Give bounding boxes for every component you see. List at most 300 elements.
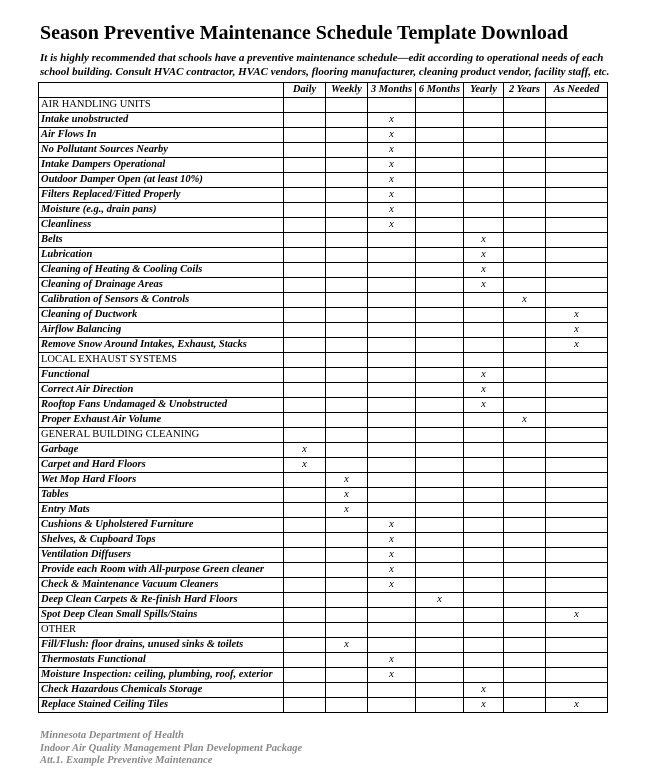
frequency-cell bbox=[504, 218, 546, 233]
frequency-cell bbox=[284, 473, 326, 488]
frequency-mark: x bbox=[326, 638, 368, 653]
frequency-cell bbox=[504, 143, 546, 158]
task-label: Ventilation Diffusers bbox=[39, 548, 284, 563]
frequency-cell bbox=[546, 188, 608, 203]
frequency-mark: x bbox=[284, 443, 326, 458]
frequency-cell bbox=[368, 428, 416, 443]
frequency-cell bbox=[416, 578, 464, 593]
frequency-cell bbox=[284, 233, 326, 248]
frequency-cell bbox=[546, 563, 608, 578]
frequency-cell bbox=[504, 383, 546, 398]
frequency-cell bbox=[504, 623, 546, 638]
frequency-cell bbox=[546, 443, 608, 458]
frequency-cell bbox=[504, 578, 546, 593]
frequency-cell bbox=[326, 248, 368, 263]
frequency-cell bbox=[546, 683, 608, 698]
frequency-cell bbox=[284, 623, 326, 638]
frequency-cell bbox=[546, 518, 608, 533]
frequency-cell bbox=[284, 353, 326, 368]
frequency-cell bbox=[504, 503, 546, 518]
table-row bbox=[39, 203, 608, 218]
column-header: 2 Years bbox=[504, 83, 546, 98]
frequency-cell bbox=[546, 623, 608, 638]
frequency-cell bbox=[326, 428, 368, 443]
table-row bbox=[39, 338, 608, 353]
task-label: Air Flows In bbox=[39, 128, 284, 143]
frequency-cell bbox=[464, 458, 504, 473]
section-heading: GENERAL BUILDING CLEANING bbox=[39, 428, 284, 443]
intro-paragraph: It is highly recommended that schools have a preventive maintenance schedule—edit according to operational needs of each school building. Consult HVAC contractor, HVAC vendors, flooring manufacturer, cleaning product vendor, facility staff, etc. bbox=[40, 52, 610, 78]
frequency-cell bbox=[326, 608, 368, 623]
frequency-mark: x bbox=[416, 593, 464, 608]
footer-line: Minnesota Department of Health bbox=[40, 730, 184, 741]
frequency-cell bbox=[504, 698, 546, 713]
frequency-cell bbox=[464, 533, 504, 548]
frequency-cell bbox=[284, 428, 326, 443]
column-header: Weekly bbox=[326, 83, 368, 98]
task-label: Outdoor Damper Open (at least 10%) bbox=[39, 173, 284, 188]
table-row bbox=[39, 458, 608, 473]
frequency-cell bbox=[368, 323, 416, 338]
frequency-cell bbox=[326, 413, 368, 428]
frequency-cell bbox=[326, 533, 368, 548]
frequency-cell bbox=[504, 458, 546, 473]
frequency-mark: x bbox=[464, 233, 504, 248]
frequency-cell bbox=[284, 578, 326, 593]
frequency-mark: x bbox=[546, 608, 608, 623]
frequency-cell bbox=[546, 353, 608, 368]
frequency-cell bbox=[416, 368, 464, 383]
task-label: No Pollutant Sources Nearby bbox=[39, 143, 284, 158]
frequency-cell bbox=[464, 488, 504, 503]
frequency-cell bbox=[284, 263, 326, 278]
frequency-cell bbox=[368, 683, 416, 698]
table-row bbox=[39, 278, 608, 293]
page-title: Season Preventive Maintenance Schedule Template Download bbox=[40, 22, 568, 44]
task-label: Moisture (e.g., drain pans) bbox=[39, 203, 284, 218]
frequency-cell bbox=[284, 683, 326, 698]
frequency-cell bbox=[464, 308, 504, 323]
frequency-cell bbox=[284, 548, 326, 563]
frequency-cell bbox=[284, 218, 326, 233]
table-row bbox=[39, 248, 608, 263]
table-row bbox=[39, 593, 608, 608]
frequency-cell bbox=[416, 278, 464, 293]
frequency-cell bbox=[368, 383, 416, 398]
task-label: Fill/Flush: floor drains, unused sinks & toilets bbox=[39, 638, 284, 653]
task-label: Cushions & Upholstered Furniture bbox=[39, 518, 284, 533]
section-row bbox=[39, 353, 608, 368]
frequency-cell bbox=[546, 293, 608, 308]
frequency-cell bbox=[416, 683, 464, 698]
frequency-cell bbox=[284, 158, 326, 173]
frequency-cell bbox=[416, 413, 464, 428]
frequency-cell bbox=[284, 278, 326, 293]
frequency-cell bbox=[416, 533, 464, 548]
table-row bbox=[39, 473, 608, 488]
table-row bbox=[39, 368, 608, 383]
frequency-cell bbox=[416, 308, 464, 323]
frequency-cell bbox=[546, 653, 608, 668]
frequency-cell bbox=[464, 203, 504, 218]
frequency-cell bbox=[326, 158, 368, 173]
task-label: Remove Snow Around Intakes, Exhaust, Stacks bbox=[39, 338, 284, 353]
frequency-cell bbox=[546, 218, 608, 233]
frequency-cell bbox=[326, 98, 368, 113]
frequency-cell bbox=[284, 128, 326, 143]
frequency-cell bbox=[326, 368, 368, 383]
column-header: Yearly bbox=[464, 83, 504, 98]
frequency-cell bbox=[504, 338, 546, 353]
task-label: Carpet and Hard Floors bbox=[39, 458, 284, 473]
table-row bbox=[39, 608, 608, 623]
frequency-cell bbox=[464, 428, 504, 443]
section-heading: LOCAL EXHAUST SYSTEMS bbox=[39, 353, 284, 368]
frequency-mark: x bbox=[546, 323, 608, 338]
section-row bbox=[39, 98, 608, 113]
section-row bbox=[39, 623, 608, 638]
frequency-mark: x bbox=[368, 188, 416, 203]
frequency-cell bbox=[326, 668, 368, 683]
frequency-cell bbox=[416, 263, 464, 278]
frequency-mark: x bbox=[368, 578, 416, 593]
frequency-cell bbox=[416, 668, 464, 683]
frequency-cell bbox=[504, 128, 546, 143]
frequency-mark: x bbox=[464, 248, 504, 263]
task-label: Garbage bbox=[39, 443, 284, 458]
frequency-cell bbox=[546, 593, 608, 608]
table-row bbox=[39, 263, 608, 278]
frequency-cell bbox=[504, 443, 546, 458]
frequency-mark: x bbox=[368, 653, 416, 668]
section-heading: OTHER bbox=[39, 623, 284, 638]
footer-line: Att.1. Example Preventive Maintenance bbox=[40, 755, 213, 766]
table-row bbox=[39, 218, 608, 233]
frequency-cell bbox=[416, 488, 464, 503]
frequency-cell bbox=[464, 158, 504, 173]
frequency-mark: x bbox=[368, 158, 416, 173]
frequency-cell bbox=[504, 278, 546, 293]
frequency-cell bbox=[504, 593, 546, 608]
frequency-cell bbox=[416, 173, 464, 188]
frequency-cell bbox=[416, 698, 464, 713]
task-label: Thermostats Functional bbox=[39, 653, 284, 668]
footer bbox=[40, 730, 302, 768]
frequency-cell bbox=[416, 518, 464, 533]
frequency-cell bbox=[368, 263, 416, 278]
frequency-mark: x bbox=[368, 533, 416, 548]
frequency-cell bbox=[464, 338, 504, 353]
frequency-cell bbox=[464, 653, 504, 668]
table-row bbox=[39, 533, 608, 548]
frequency-cell bbox=[368, 638, 416, 653]
task-label: Correct Air Direction bbox=[39, 383, 284, 398]
frequency-cell bbox=[416, 458, 464, 473]
table-row bbox=[39, 488, 608, 503]
footer-line: Indoor Air Quality Management Plan Development Package bbox=[40, 742, 303, 754]
task-label: Functional bbox=[39, 368, 284, 383]
frequency-mark: x bbox=[326, 503, 368, 518]
frequency-cell bbox=[326, 653, 368, 668]
task-label: Calibration of Sensors & Controls bbox=[39, 293, 284, 308]
frequency-cell bbox=[504, 563, 546, 578]
frequency-cell bbox=[464, 188, 504, 203]
table-row bbox=[39, 143, 608, 158]
table-row bbox=[39, 443, 608, 458]
frequency-cell bbox=[464, 473, 504, 488]
frequency-mark: x bbox=[284, 458, 326, 473]
frequency-cell bbox=[504, 608, 546, 623]
frequency-cell bbox=[368, 608, 416, 623]
frequency-cell bbox=[546, 158, 608, 173]
frequency-cell bbox=[464, 668, 504, 683]
frequency-cell bbox=[326, 323, 368, 338]
frequency-cell bbox=[326, 338, 368, 353]
frequency-cell bbox=[416, 428, 464, 443]
header-item-column bbox=[39, 83, 284, 98]
frequency-cell bbox=[504, 203, 546, 218]
frequency-cell bbox=[504, 638, 546, 653]
table-row bbox=[39, 113, 608, 128]
frequency-cell bbox=[504, 323, 546, 338]
frequency-mark: x bbox=[368, 668, 416, 683]
frequency-cell bbox=[326, 623, 368, 638]
frequency-cell bbox=[416, 398, 464, 413]
frequency-cell bbox=[326, 683, 368, 698]
task-label: Lubrication bbox=[39, 248, 284, 263]
task-label: Moisture Inspection: ceiling, plumbing, roof, exterior bbox=[39, 668, 284, 683]
frequency-cell bbox=[416, 323, 464, 338]
frequency-cell bbox=[416, 218, 464, 233]
frequency-cell bbox=[546, 143, 608, 158]
frequency-mark: x bbox=[546, 698, 608, 713]
frequency-cell bbox=[416, 128, 464, 143]
frequency-cell bbox=[546, 173, 608, 188]
frequency-cell bbox=[546, 233, 608, 248]
frequency-cell bbox=[464, 98, 504, 113]
frequency-cell bbox=[368, 698, 416, 713]
task-label: Tables bbox=[39, 488, 284, 503]
frequency-cell bbox=[504, 653, 546, 668]
frequency-mark: x bbox=[504, 413, 546, 428]
table-row bbox=[39, 383, 608, 398]
frequency-cell bbox=[504, 158, 546, 173]
frequency-cell bbox=[284, 593, 326, 608]
frequency-cell bbox=[284, 698, 326, 713]
task-label: Intake Dampers Operational bbox=[39, 158, 284, 173]
frequency-cell bbox=[416, 203, 464, 218]
table-row bbox=[39, 668, 608, 683]
task-label: Cleanliness bbox=[39, 218, 284, 233]
frequency-cell bbox=[464, 593, 504, 608]
frequency-cell bbox=[326, 593, 368, 608]
frequency-cell bbox=[546, 668, 608, 683]
frequency-cell bbox=[284, 398, 326, 413]
column-header: As Needed bbox=[546, 83, 608, 98]
table-row bbox=[39, 293, 608, 308]
header-row bbox=[39, 83, 608, 98]
frequency-cell bbox=[546, 368, 608, 383]
frequency-cell bbox=[416, 143, 464, 158]
frequency-cell bbox=[546, 503, 608, 518]
task-label: Cleaning of Ductwork bbox=[39, 308, 284, 323]
task-label: Replace Stained Ceiling Tiles bbox=[39, 698, 284, 713]
frequency-cell bbox=[416, 548, 464, 563]
table-row bbox=[39, 128, 608, 143]
frequency-cell bbox=[546, 458, 608, 473]
table-row bbox=[39, 413, 608, 428]
frequency-cell bbox=[546, 578, 608, 593]
task-label: Entry Mats bbox=[39, 503, 284, 518]
frequency-cell bbox=[416, 608, 464, 623]
frequency-cell bbox=[464, 563, 504, 578]
frequency-cell bbox=[326, 293, 368, 308]
task-label: Proper Exhaust Air Volume bbox=[39, 413, 284, 428]
frequency-cell bbox=[416, 158, 464, 173]
frequency-cell bbox=[546, 548, 608, 563]
frequency-cell bbox=[504, 308, 546, 323]
table-row bbox=[39, 503, 608, 518]
task-label: Deep Clean Carpets & Re-finish Hard Floors bbox=[39, 593, 284, 608]
column-header: 6 Months bbox=[416, 83, 464, 98]
frequency-cell bbox=[546, 488, 608, 503]
frequency-cell bbox=[284, 368, 326, 383]
frequency-mark: x bbox=[368, 128, 416, 143]
frequency-cell bbox=[284, 338, 326, 353]
table-row bbox=[39, 518, 608, 533]
frequency-cell bbox=[368, 443, 416, 458]
frequency-mark: x bbox=[368, 113, 416, 128]
frequency-cell bbox=[284, 413, 326, 428]
frequency-mark: x bbox=[464, 263, 504, 278]
task-label: Intake unobstructed bbox=[39, 113, 284, 128]
table-row bbox=[39, 233, 608, 248]
frequency-cell bbox=[504, 473, 546, 488]
frequency-cell bbox=[284, 98, 326, 113]
frequency-cell bbox=[326, 128, 368, 143]
frequency-cell bbox=[416, 623, 464, 638]
frequency-cell bbox=[416, 113, 464, 128]
frequency-mark: x bbox=[464, 398, 504, 413]
table-row bbox=[39, 188, 608, 203]
frequency-cell bbox=[326, 518, 368, 533]
frequency-cell bbox=[504, 353, 546, 368]
task-label: Wet Mop Hard Floors bbox=[39, 473, 284, 488]
frequency-cell bbox=[416, 353, 464, 368]
task-label: Check & Maintenance Vacuum Cleaners bbox=[39, 578, 284, 593]
frequency-mark: x bbox=[368, 143, 416, 158]
frequency-cell bbox=[504, 668, 546, 683]
frequency-cell bbox=[464, 143, 504, 158]
table-row bbox=[39, 698, 608, 713]
table-row bbox=[39, 578, 608, 593]
frequency-cell bbox=[284, 113, 326, 128]
frequency-cell bbox=[368, 623, 416, 638]
frequency-cell bbox=[284, 518, 326, 533]
frequency-cell bbox=[416, 653, 464, 668]
frequency-cell bbox=[546, 428, 608, 443]
frequency-cell bbox=[284, 488, 326, 503]
table-row bbox=[39, 158, 608, 173]
frequency-cell bbox=[464, 323, 504, 338]
frequency-cell bbox=[546, 113, 608, 128]
frequency-cell bbox=[284, 308, 326, 323]
frequency-cell bbox=[284, 143, 326, 158]
frequency-cell bbox=[368, 593, 416, 608]
column-header: 3 Months bbox=[368, 83, 416, 98]
frequency-cell bbox=[504, 488, 546, 503]
frequency-cell bbox=[416, 443, 464, 458]
frequency-cell bbox=[368, 473, 416, 488]
task-label: Shelves, & Cupboard Tops bbox=[39, 533, 284, 548]
frequency-cell bbox=[504, 173, 546, 188]
section-heading: AIR HANDLING UNITS bbox=[39, 98, 284, 113]
frequency-cell bbox=[546, 278, 608, 293]
frequency-cell bbox=[284, 293, 326, 308]
frequency-cell bbox=[416, 188, 464, 203]
frequency-cell bbox=[546, 203, 608, 218]
frequency-cell bbox=[504, 533, 546, 548]
frequency-cell bbox=[546, 263, 608, 278]
frequency-cell bbox=[504, 98, 546, 113]
frequency-mark: x bbox=[464, 383, 504, 398]
frequency-cell bbox=[368, 413, 416, 428]
frequency-cell bbox=[326, 398, 368, 413]
frequency-cell bbox=[504, 398, 546, 413]
task-label: Cleaning of Heating & Cooling Coils bbox=[39, 263, 284, 278]
frequency-cell bbox=[368, 233, 416, 248]
frequency-cell bbox=[284, 188, 326, 203]
table-row bbox=[39, 308, 608, 323]
frequency-cell bbox=[504, 263, 546, 278]
frequency-cell bbox=[546, 98, 608, 113]
frequency-cell bbox=[416, 473, 464, 488]
task-label: Check Hazardous Chemicals Storage bbox=[39, 683, 284, 698]
frequency-cell bbox=[326, 263, 368, 278]
table-row bbox=[39, 683, 608, 698]
frequency-cell bbox=[464, 638, 504, 653]
frequency-cell bbox=[326, 698, 368, 713]
table-row bbox=[39, 653, 608, 668]
frequency-cell bbox=[368, 488, 416, 503]
frequency-cell bbox=[368, 503, 416, 518]
frequency-cell bbox=[504, 518, 546, 533]
frequency-cell bbox=[546, 383, 608, 398]
maintenance-schedule-table bbox=[38, 82, 608, 713]
frequency-cell bbox=[416, 383, 464, 398]
frequency-mark: x bbox=[368, 548, 416, 563]
task-label: Rooftop Fans Undamaged & Unobstructed bbox=[39, 398, 284, 413]
frequency-cell bbox=[326, 278, 368, 293]
frequency-cell bbox=[368, 308, 416, 323]
frequency-cell bbox=[464, 623, 504, 638]
frequency-cell bbox=[546, 638, 608, 653]
frequency-cell bbox=[368, 278, 416, 293]
table-row bbox=[39, 398, 608, 413]
frequency-cell bbox=[326, 383, 368, 398]
frequency-mark: x bbox=[504, 293, 546, 308]
frequency-mark: x bbox=[326, 488, 368, 503]
table-row bbox=[39, 548, 608, 563]
frequency-cell bbox=[504, 248, 546, 263]
frequency-cell bbox=[326, 578, 368, 593]
frequency-cell bbox=[284, 173, 326, 188]
frequency-cell bbox=[416, 293, 464, 308]
frequency-cell bbox=[326, 233, 368, 248]
table-row bbox=[39, 563, 608, 578]
column-header: Daily bbox=[284, 83, 326, 98]
frequency-cell bbox=[464, 413, 504, 428]
